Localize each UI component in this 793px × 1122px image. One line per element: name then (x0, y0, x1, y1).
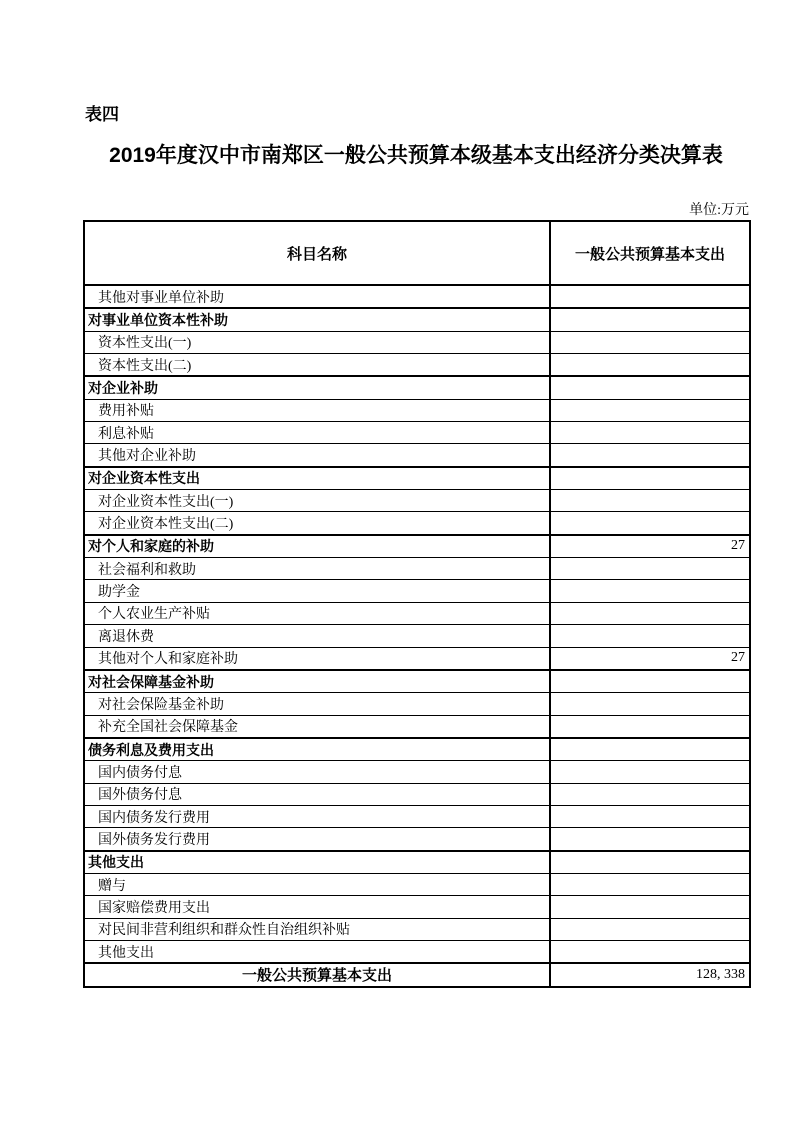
row-label: 赠与 (84, 873, 550, 895)
row-label: 其他支出 (84, 940, 550, 963)
row-value (550, 851, 750, 874)
table-row (84, 851, 750, 874)
table-row (84, 285, 750, 308)
row-label: 利息补贴 (84, 422, 550, 444)
table-row (84, 693, 750, 715)
row-label: 补充全国社会保障基金 (84, 715, 550, 738)
row-label: 其他对事业单位补助 (84, 285, 550, 308)
row-value (550, 399, 750, 421)
row-label: 国外债务发行费用 (84, 828, 550, 851)
table-row (84, 467, 750, 490)
row-label: 对企业资本性支出(一) (84, 490, 550, 512)
row-value (550, 693, 750, 715)
table-row (84, 896, 750, 918)
table-row (84, 490, 750, 512)
row-label: 对企业资本性支出(二) (84, 512, 550, 535)
row-value (550, 285, 750, 308)
row-label: 国外债务付息 (84, 783, 550, 805)
row-label: 对企业资本性支出 (84, 467, 550, 490)
row-value (550, 896, 750, 918)
row-label: 其他支出 (84, 851, 550, 874)
row-value (550, 715, 750, 738)
table-row (84, 738, 750, 761)
row-label: 对民间非营利组织和群众性自治组织补贴 (84, 918, 550, 940)
table-row (84, 602, 750, 624)
row-value (550, 512, 750, 535)
table-row (84, 761, 750, 783)
row-label: 资本性支出(二) (84, 354, 550, 377)
row-value (550, 828, 750, 851)
row-label: 社会福利和救助 (84, 558, 550, 580)
row-value (550, 918, 750, 940)
row-label: 个人农业生产补贴 (84, 602, 550, 624)
row-label: 对事业单位资本性补助 (84, 308, 550, 331)
row-value (550, 670, 750, 693)
table-row (84, 512, 750, 535)
total-row-label: 一般公共预算基本支出 (84, 963, 550, 986)
row-value (550, 783, 750, 805)
row-label: 资本性支出(一) (84, 331, 550, 353)
table-number-label: 表四 (85, 105, 119, 124)
row-value (550, 331, 750, 353)
row-label: 其他对个人和家庭补助 (84, 647, 550, 670)
budget-table (83, 220, 751, 988)
row-label: 费用补贴 (84, 399, 550, 421)
table-row (84, 308, 750, 331)
row-label: 国内债务付息 (84, 761, 550, 783)
total-row (84, 963, 750, 986)
row-value (550, 558, 750, 580)
page-title: 2019年度汉中市南郑区一般公共预算本级基本支出经济分类决算表 (109, 144, 723, 167)
table-row (84, 715, 750, 738)
table-row (84, 444, 750, 467)
row-label: 债务利息及费用支出 (84, 738, 550, 761)
table-row (84, 625, 750, 647)
row-label: 对社会保险基金补助 (84, 693, 550, 715)
table-row (84, 331, 750, 353)
row-value (550, 738, 750, 761)
table-row (84, 535, 750, 558)
table-row (84, 580, 750, 602)
row-label: 对企业补助 (84, 376, 550, 399)
unit-note: 单位:万元 (689, 203, 749, 218)
row-value (550, 467, 750, 490)
row-label: 国内债务发行费用 (84, 805, 550, 827)
row-value (550, 761, 750, 783)
row-value (550, 444, 750, 467)
table-row (84, 940, 750, 963)
header-row (84, 221, 750, 285)
table-row (84, 422, 750, 444)
column-header-subject: 科目名称 (84, 221, 550, 285)
row-label: 对个人和家庭的补助 (84, 535, 550, 558)
table-row (84, 354, 750, 377)
table-row (84, 558, 750, 580)
row-value (550, 805, 750, 827)
row-value (550, 873, 750, 895)
table-row (84, 805, 750, 827)
row-value: 27 (550, 647, 750, 670)
row-value: 27 (550, 535, 750, 558)
table-row (84, 828, 750, 851)
row-value (550, 490, 750, 512)
row-value (550, 354, 750, 377)
row-value (550, 602, 750, 624)
table-row (84, 873, 750, 895)
row-value (550, 625, 750, 647)
row-value (550, 422, 750, 444)
row-label: 国家赔偿费用支出 (84, 896, 550, 918)
row-label: 助学金 (84, 580, 550, 602)
table-row (84, 376, 750, 399)
row-value (550, 940, 750, 963)
row-label: 其他对企业补助 (84, 444, 550, 467)
row-value (550, 580, 750, 602)
column-header-amount: 一般公共预算基本支出 (550, 221, 750, 285)
table-row (84, 670, 750, 693)
table-row (84, 918, 750, 940)
table-row (84, 783, 750, 805)
table-row (84, 399, 750, 421)
row-label: 对社会保障基金补助 (84, 670, 550, 693)
row-value (550, 376, 750, 399)
table-body (84, 285, 750, 987)
total-row-value: 128, 338 (550, 963, 750, 986)
row-label: 离退休费 (84, 625, 550, 647)
table-row (84, 647, 750, 670)
row-value (550, 308, 750, 331)
